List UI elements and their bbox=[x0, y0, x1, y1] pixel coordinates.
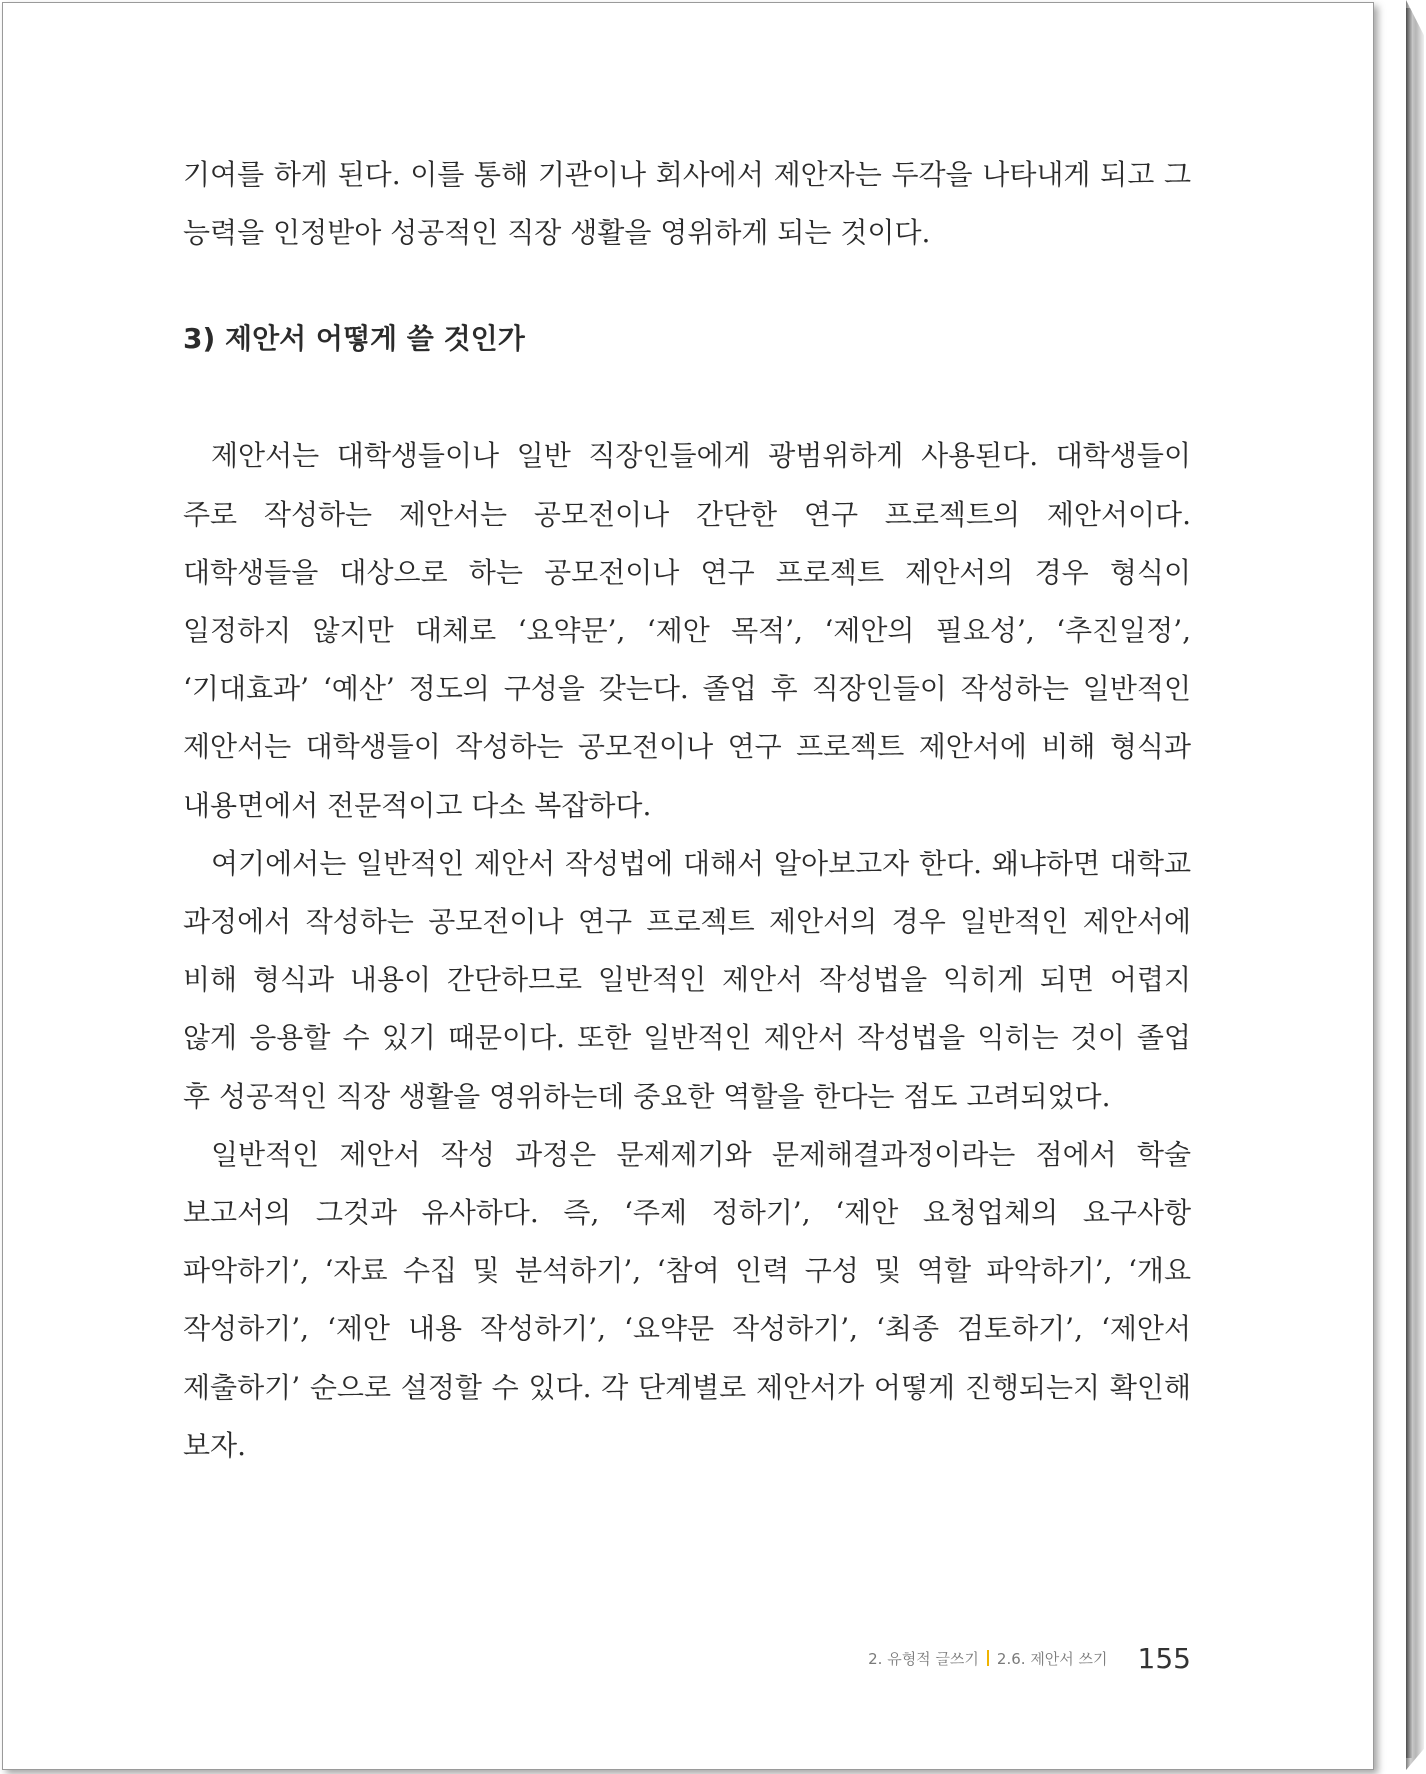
page-content bbox=[183, 146, 1191, 1475]
paragraph-body-1: 제안서는 대학생들이나 일반 직장인들에게 광범위하게 사용된다. 대학생들이 주로 작성하는 제안서는 공모전이나 간단한 연구 프로젝트의 제안서이다. 대학생들을 대상으로 하는 공모전이나 연구 프로젝트 제안서의 경우 형식이 일정하지 않지만 대체로 ‘요약문’, ‘제안 목적’, ‘제안의 필요성’, ‘추진일정’, ‘기대효과’ ‘예산’ 정도의 구성을 갖는다. 졸업 후 직장인들이 작성하는 일반적인 제안서는 대학생들이 작성하는 공모전이나 연구 프로젝트 제안서에 비해 형식과 내용면에서 전문적이고 다소 복잡하다. bbox=[183, 439, 1191, 822]
footer-section: 2.6. 제안서 쓰기 bbox=[996, 1649, 1108, 1668]
footer-chapter: 2. 유형적 글쓰기 bbox=[868, 1649, 979, 1668]
page-footer bbox=[860, 1638, 1191, 1678]
page-edge-shadow bbox=[1406, 0, 1424, 1770]
paragraph-body-3: 일반적인 제안서 작성 과정은 문제제기와 문제해결과정이라는 점에서 학술 보고서의 그것과 유사하다. 즉, ‘주제 정하기’, ‘제안 요청업체의 요구사항 파악하기’, ‘자료 수집 및 분석하기’, ‘참여 인력 구성 및 역할 파악하기’, ‘개요 작성하기’, ‘제안 내용 작성하기’, ‘요약문 작성하기’, ‘최종 검토하기’, ‘제안서 제출하기’ 순으로 설정할 수 있다. 각 단계별로 제안서가 어떻게 진행되는지 확인해 보자. bbox=[183, 1137, 1191, 1462]
page-edge-strip bbox=[1406, 8, 1412, 1758]
footer-separator bbox=[987, 1650, 989, 1666]
paragraph-continued: 기여를 하게 된다. 이를 통해 기관이나 회사에서 제안자는 두각을 나타내게 되고 그 능력을 인정받아 성공적인 직장 생활을 영위하게 되는 것이다. bbox=[183, 158, 1191, 250]
section-heading: 3) 제안서 어떻게 쓸 것인가 bbox=[183, 322, 525, 356]
paragraph-body-2: 여기에서는 일반적인 제안서 작성법에 대해서 알아보고자 한다. 왜냐하면 대학교 과정에서 작성하는 공모전이나 연구 프로젝트 제안서의 경우 일반적인 제안서에 비해 형식과 내용이 간단하므로 일반적인 제안서 작성법을 익히게 되면 어렵지 않게 응용할 수 있기 때문이다. 또한 일반적인 제안서 작성법을 익히는 것이 졸업 후 성공적인 직장 생활을 영위하는데 중요한 역할을 한다는 점도 고려되었다. bbox=[183, 846, 1191, 1113]
page-number: 155 bbox=[1137, 1641, 1191, 1675]
